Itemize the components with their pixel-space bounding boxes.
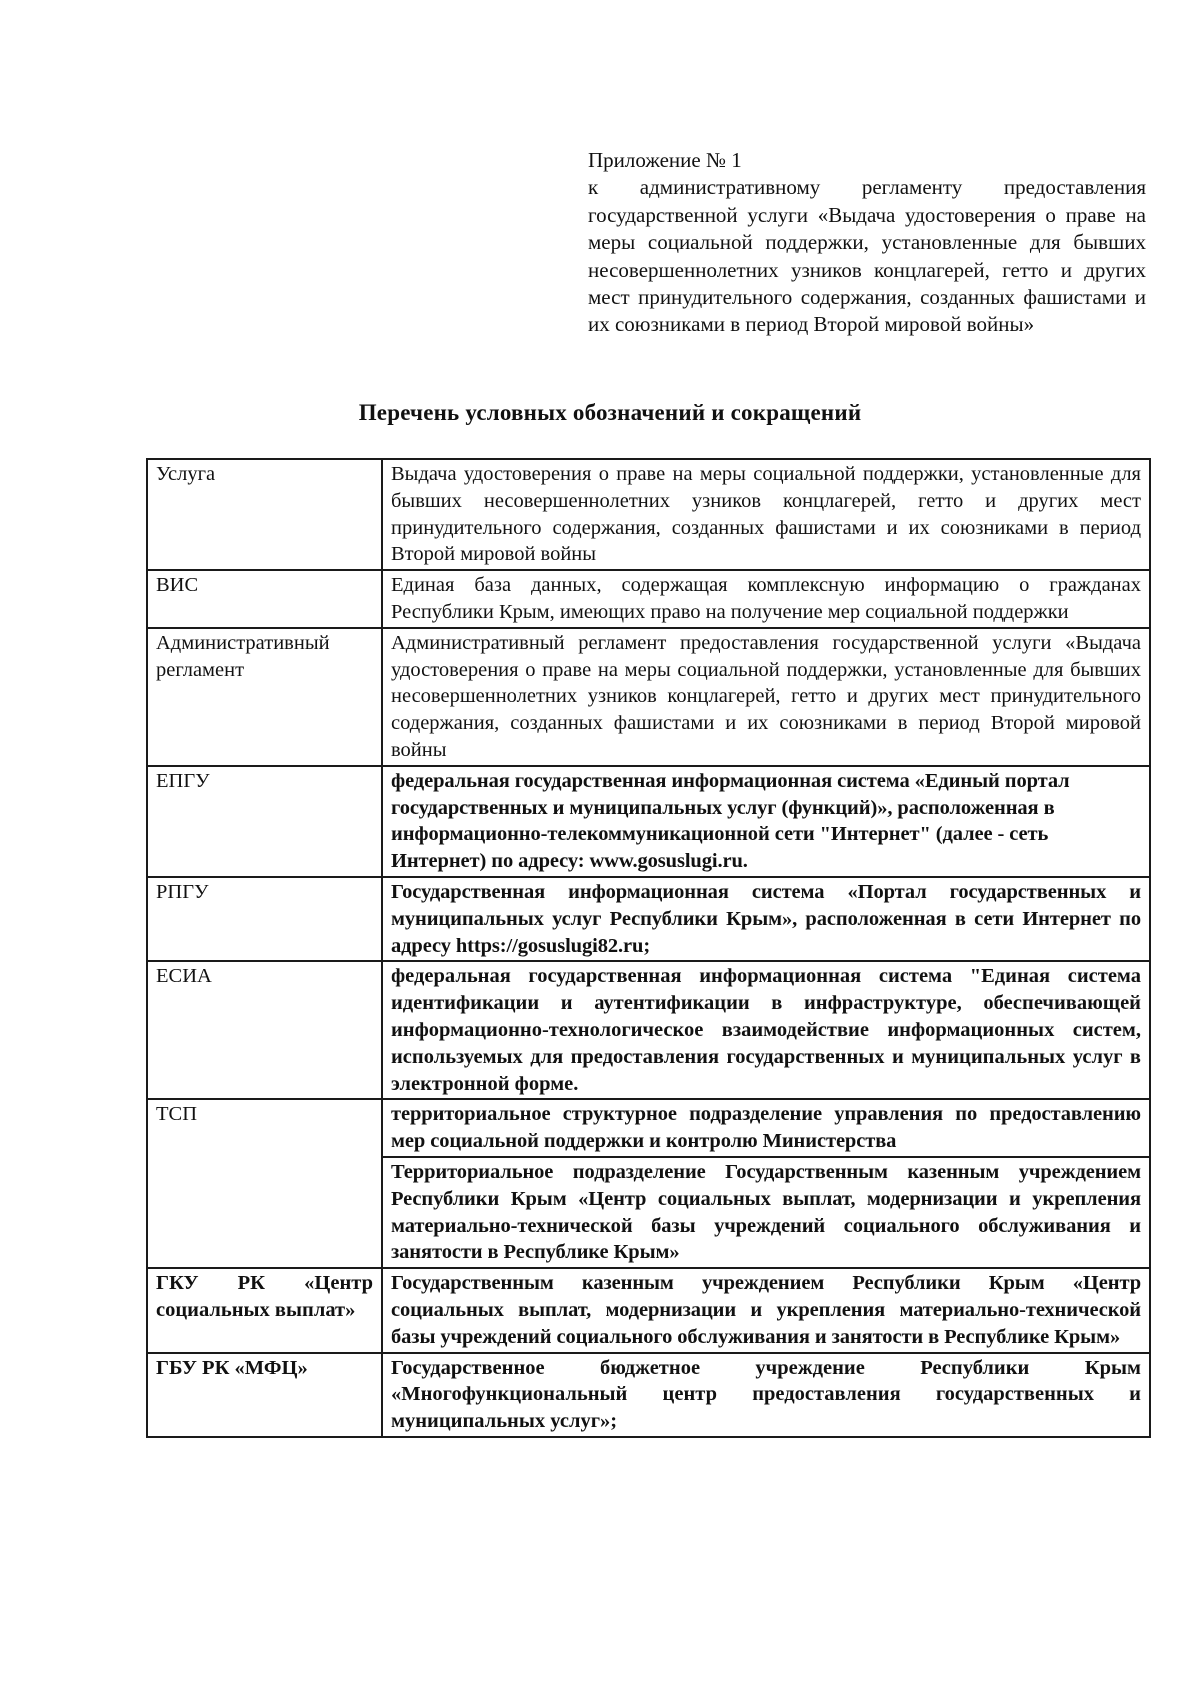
- appendix-text: к административному регламенту предоставления государственной услуги «Выдача удостоверения о праве на меры социальной поддержки, установленные для бывших несовершеннолетних узников концлагерей, гетто и других мест принудительного содержания, созданных фашистами и их союзниками в период Второй мировой войны»: [588, 175, 1146, 337]
- table-row: [147, 766, 1150, 877]
- term-cell: Административный регламент: [147, 628, 382, 766]
- definition-cell: территориальное структурное подразделение управления по предоставлению мер социальной поддержки и контролю Министерства: [382, 1099, 1150, 1157]
- term-cell: ГКУ РК «Центр социальных выплат»: [147, 1268, 382, 1352]
- term-cell: ГБУ РК «МФЦ»: [147, 1353, 382, 1437]
- term-cell: ВИС: [147, 570, 382, 628]
- definition-cell: Государственным казенным учреждением Республики Крым «Центр социальных выплат, модернизации и укрепления материально-технической базы учреждений социального обслуживания и занятости в Республике Крым»: [382, 1268, 1150, 1352]
- definition-cell: Государственное бюджетное учреждение Республики Крым «Многофункциональный центр предоставления государственных и муниципальных услуг»;: [382, 1353, 1150, 1437]
- table-row: [147, 1268, 1150, 1352]
- page-title: Перечень условных обозначений и сокращений: [358, 400, 862, 425]
- term-cell: РПГУ: [147, 877, 382, 961]
- table-row: [147, 1353, 1150, 1437]
- definition-cell: Единая база данных, содержащая комплексную информацию о гражданах Республики Крым, имеющих право на получение мер социальной поддержки: [382, 570, 1150, 628]
- definition-cell: Государственная информационная система «Портал государственных и муниципальных услуг Республики Крым», расположенная в сети Интернет по адресу https://gosuslugi82.ru;: [382, 877, 1150, 961]
- term-cell: ЕПГУ: [147, 766, 382, 877]
- definition-cell: федеральная государственная информационная система "Единая система идентификации и аутентификации в инфраструктуре, обеспечивающей информационно-технологическое взаимодействие информационных систем, используемых для предоставления государственных и муниципальных услуг в электронной форме.: [382, 961, 1150, 1099]
- definition-cell: Административный регламент предоставления государственной услуги «Выдача удостоверения о праве на меры социальной поддержки, установленные для бывших несовершеннолетних узников концлагерей, гетто и других мест принудительного содержания, созданных фашистами и их союзниками в период Второй мировой войны: [382, 628, 1150, 766]
- appendix-number: Приложение № 1: [588, 148, 742, 172]
- table-row: [147, 628, 1150, 766]
- abbreviations-table: [146, 458, 1151, 1438]
- definition-cell: Выдача удостоверения о праве на меры социальной поддержки, установленные для бывших несовершеннолетних узников концлагерей, гетто и других мест принудительного содержания, созданных фашистами и их союзниками в период Второй мировой войны: [382, 459, 1150, 570]
- definition-cell: федеральная государственная информационная система «Единый портал государственных и муниципальных услуг (функций)», расположенная в информационно-телекоммуникационной сети "Интернет" (далее - сеть Интернет) по адресу: www.gosuslugi.ru.: [382, 766, 1150, 877]
- table-row: [147, 570, 1150, 628]
- table-row: [147, 1099, 1150, 1157]
- table-row: [147, 961, 1150, 1099]
- term-cell: ТСП: [147, 1099, 382, 1268]
- term-cell: ЕСИА: [147, 961, 382, 1099]
- definition-cell-extra: Территориальное подразделение Государственным казенным учреждением Республики Крым «Центр социальных выплат, модернизации и укрепления материально-технической базы учреждений социального обслуживания и занятости в Республике Крым»: [382, 1157, 1150, 1268]
- term-cell: Услуга: [147, 459, 382, 570]
- table-row: [147, 459, 1150, 570]
- appendix-block: [588, 147, 1146, 339]
- table-row: [147, 877, 1150, 961]
